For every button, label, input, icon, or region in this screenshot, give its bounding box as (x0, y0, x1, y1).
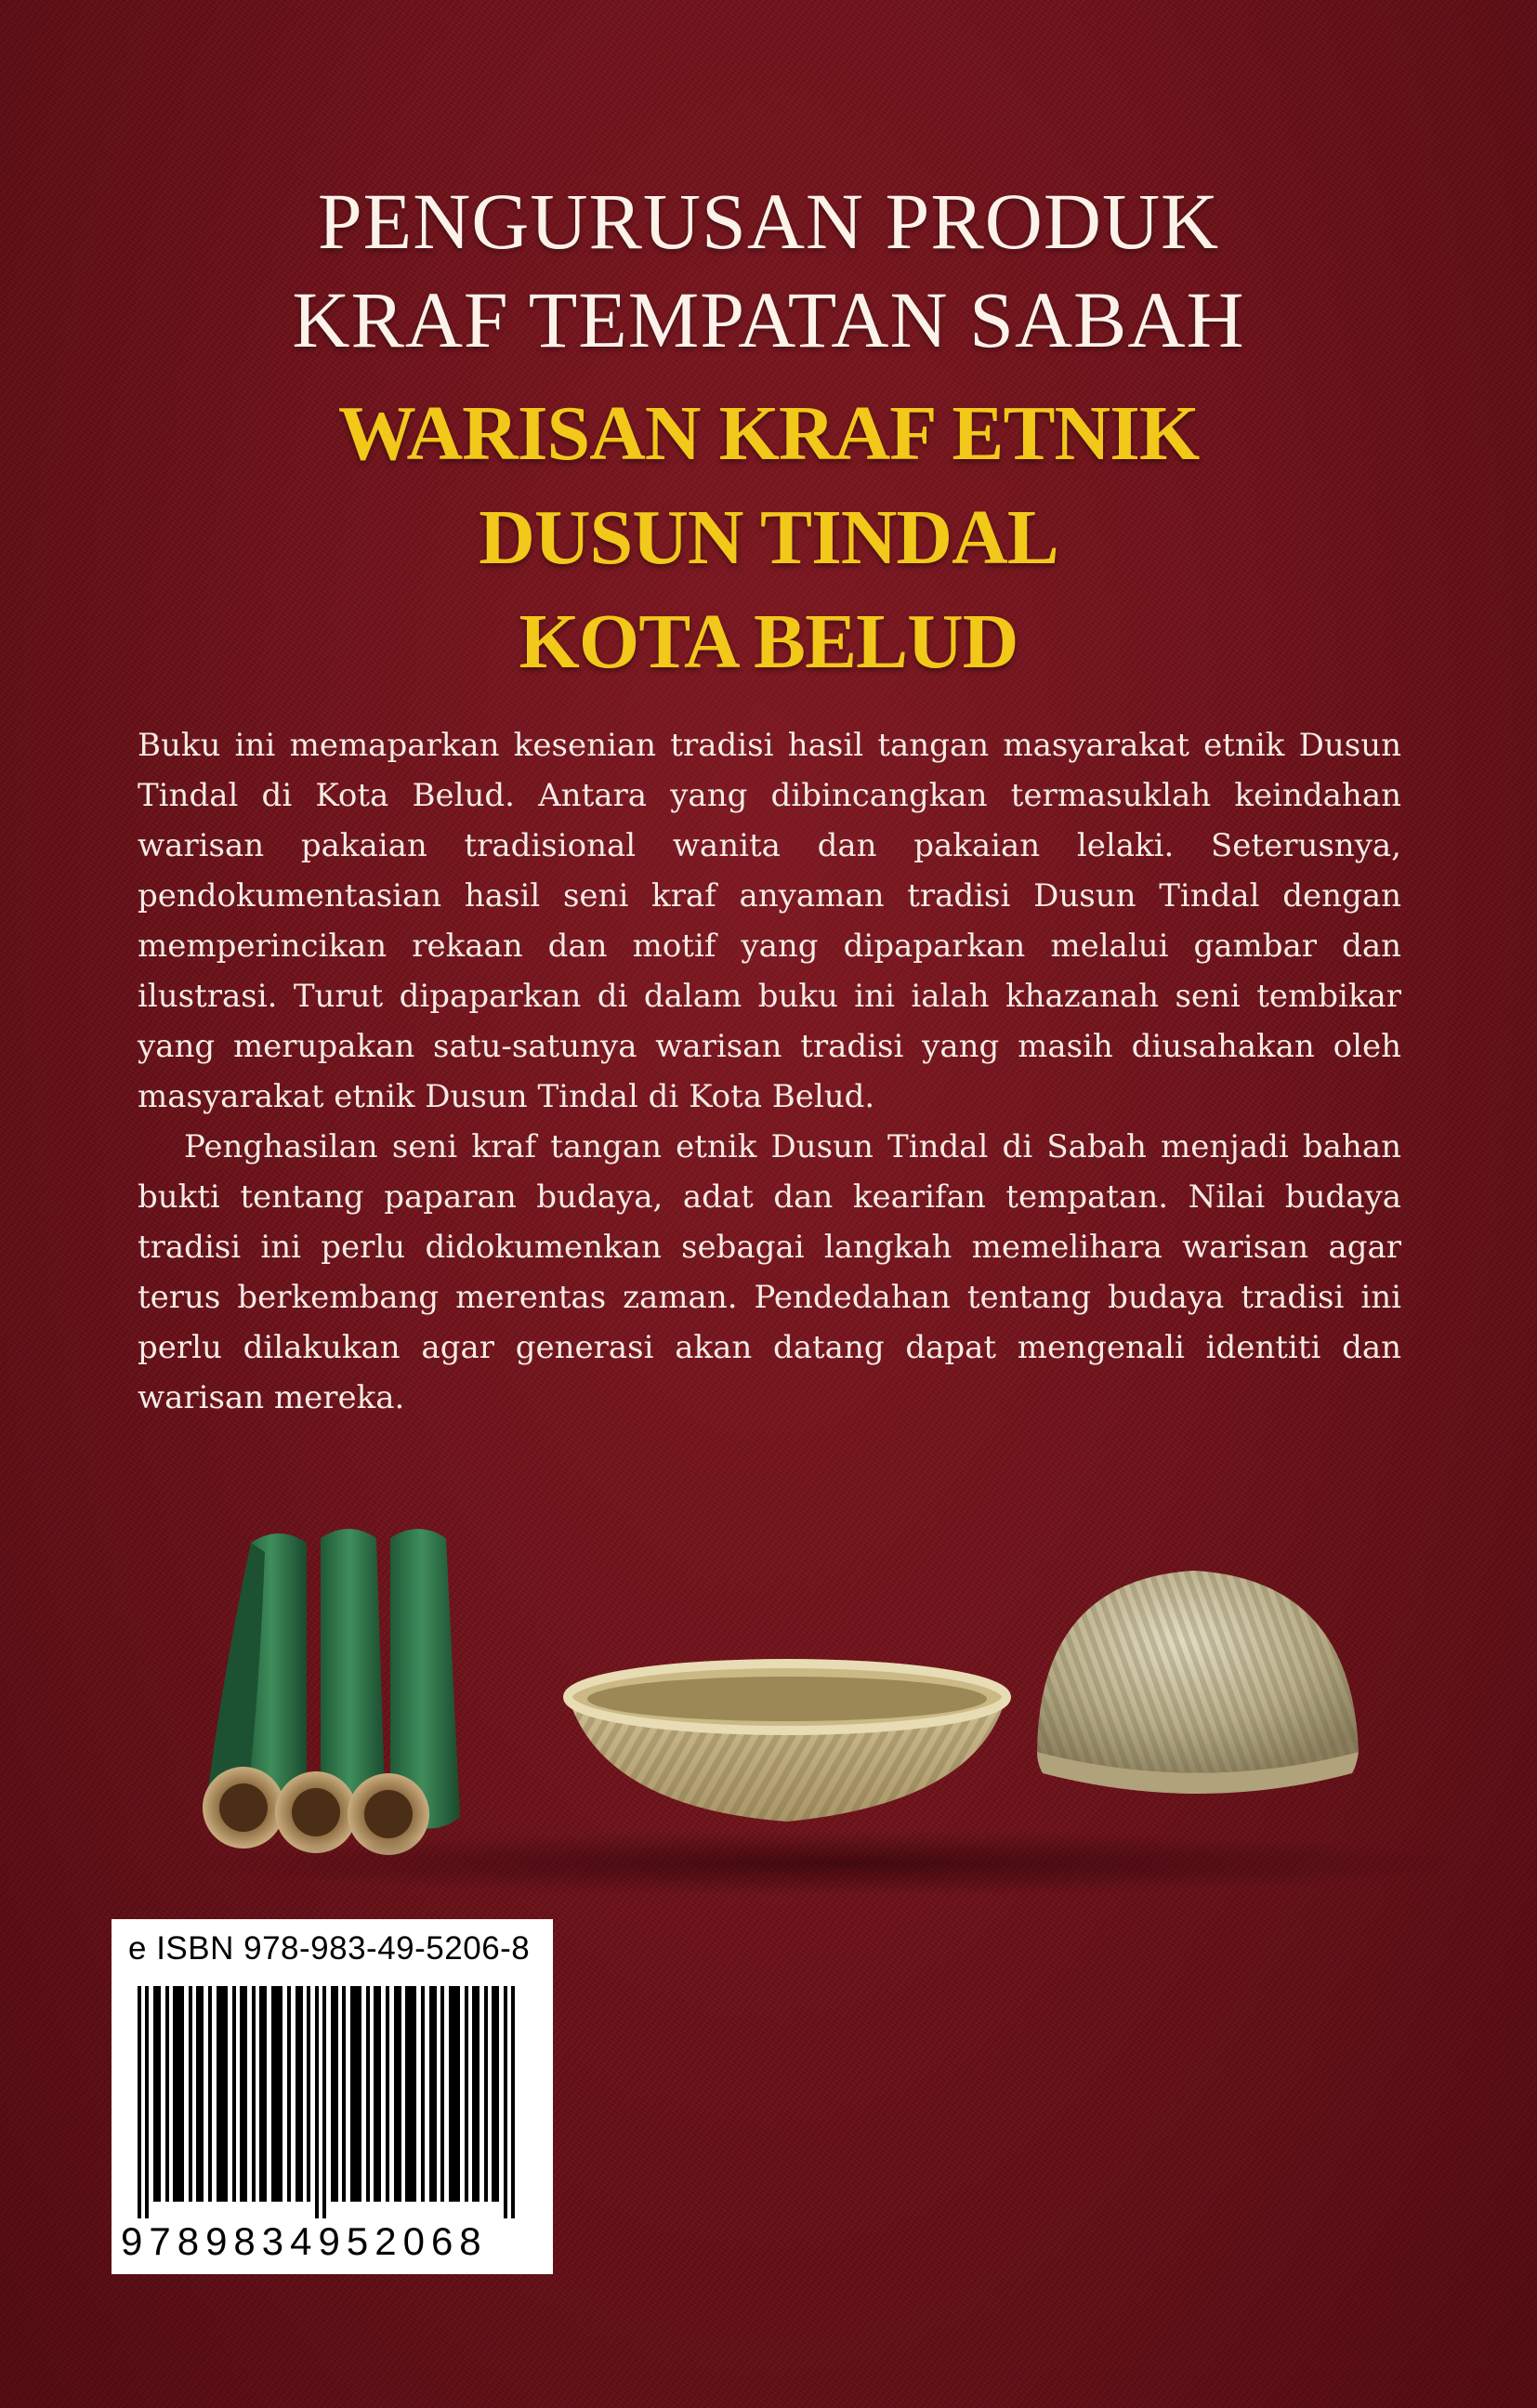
barcode-digits: 9789834952068 (121, 2219, 488, 2263)
woven-cover (1037, 1571, 1359, 1794)
bamboo-tubes (203, 1529, 460, 1855)
subtitle-line-2: DUSUN TINDAL (479, 494, 1058, 581)
barcode-bars (132, 1986, 532, 2218)
woven-tray (568, 1664, 1006, 1822)
blurb-text (138, 720, 1401, 1423)
blurb-paragraph-1: Buku ini memaparkan kesenian tradisi hasil tangan masyarakat etnik Dusun Tindal di Kota Belud. Antara yang dibincangkan termasuklah keindahan warisan pakaian tradisional wanita dan pakaian lelaki. Seterusnya, pendokumentasian hasil seni kraf anyaman tradisi Dusun Tindal dengan memperincikan rekaan dan motif yang dipaparkan melalui gambar dan ilustrasi. Turut dipaparkan di dalam buku ini ialah khazanah seni tembikar yang merupakan satu-satunya warisan tradisi yang masih diusahakan oleh masyarakat etnik Dusun Tindal di Kota Belud. (138, 727, 1401, 1115)
subtitle-line-1: WARISAN KRAF ETNIK (337, 390, 1200, 477)
product-shadow (186, 1831, 1487, 1896)
craft-products-photo (0, 1515, 1537, 1887)
isbn-barcode (112, 1919, 553, 2274)
title-line-1: PENGURUSAN PRODUK (317, 177, 1220, 266)
title-line-2: KRAF TEMPATAN SABAH (292, 275, 1245, 364)
isbn-label: e ISBN 978-983-49-5206-8 (128, 1930, 531, 1967)
subtitle-block (0, 382, 1537, 694)
blurb-paragraph-2: Penghasilan seni kraf tangan etnik Dusun Tindal di Sabah menjadi bahan bukti tentang paparan budaya, adat dan kearifan tempatan. Nilai budaya tradisi ini perlu didokumenkan sebagai langkah memelihara warisan agar terus berkembang merentas zaman. Pendedahan tentang budaya tradisi ini perlu dilakukan agar generasi akan datang dapat mengenali identiti dan warisan mereka. (138, 1128, 1401, 1416)
cover-titles (0, 172, 1537, 694)
subtitle-line-3: KOTA BELUD (519, 599, 1018, 685)
